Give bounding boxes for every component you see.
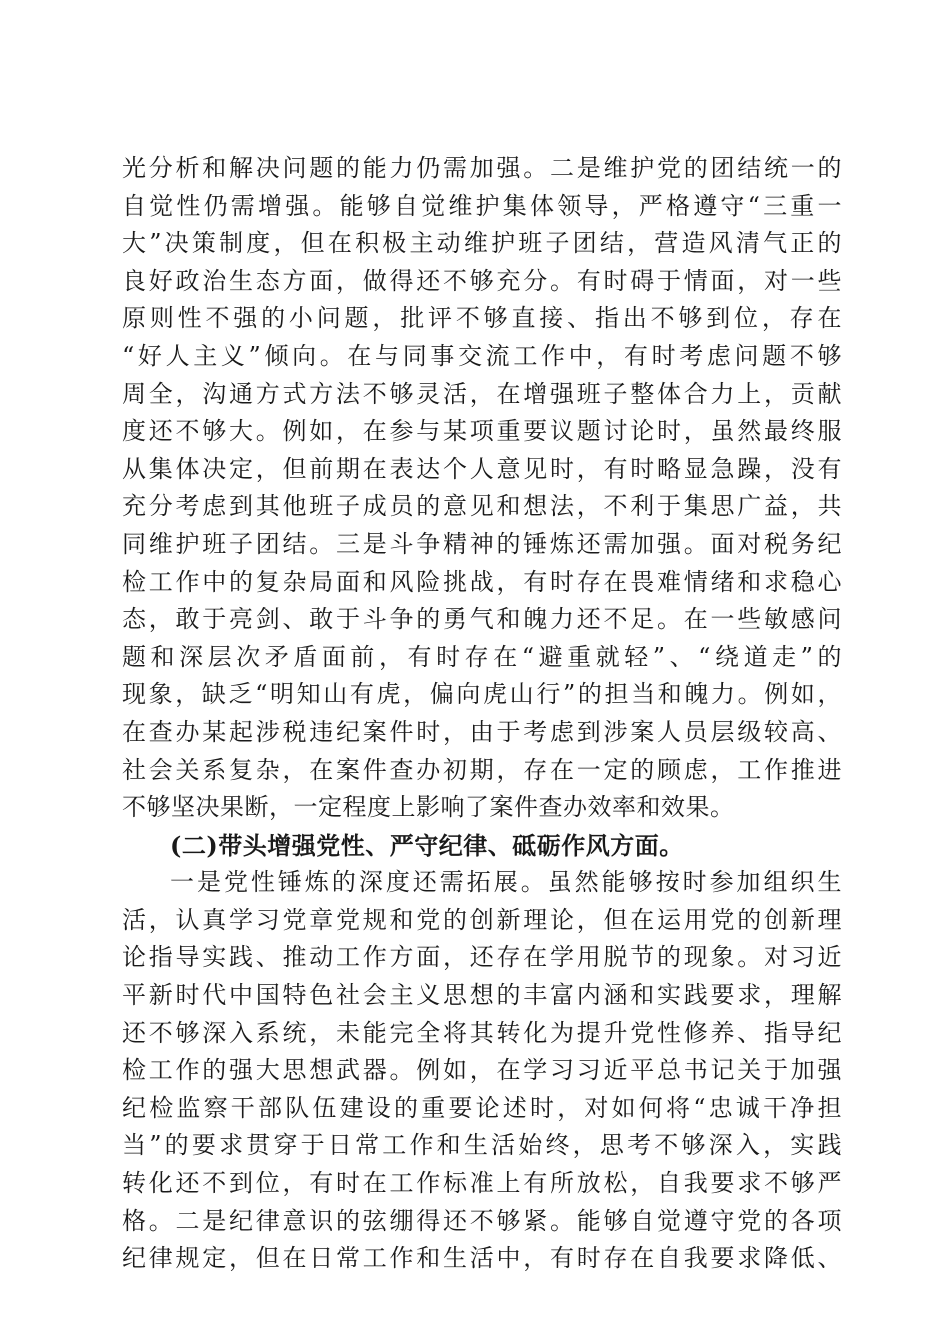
text-line: 自觉性仍需增强。能够自觉维护集体领导，严格遵守“三重一 [122, 191, 842, 220]
text-line: 当”的要求贯穿于日常工作和生活始终，思考不够深入，实践 [122, 1131, 842, 1160]
text-line: 不够坚决果断，一定程度上影响了案件查办效率和效果。 [122, 793, 735, 822]
body-text [122, 150, 842, 1278]
text-line: 还不够深入系统，未能完全将其转化为提升党性修养、指导纪 [122, 1018, 842, 1047]
text-line: 度还不够大。例如，在参与某项重要议题讨论时，虽然最终服 [122, 417, 842, 446]
text-line: 题和深层次矛盾面前，有时存在“避重就轻”、“绕道走”的 [122, 642, 842, 671]
text-line: 转化还不到位，有时在工作标准上有所放松，自我要求不够严 [122, 1169, 842, 1198]
text-line: 现象，缺乏“明知山有虎，偏向虎山行”的担当和魄力。例如， [122, 680, 842, 709]
section-heading: (二)带头增强党性、严守纪律、砥砺作风方面。 [170, 830, 684, 860]
text-line: 平新时代中国特色社会主义思想的丰富内涵和实践要求，理解 [122, 981, 842, 1010]
text-line: 社会关系复杂，在案件查办初期，存在一定的顾虑，工作推进 [122, 755, 842, 784]
text-line: 纪律规定，但在日常工作和生活中，有时存在自我要求降低、 [122, 1244, 842, 1273]
text-line: 光分析和解决问题的能力仍需加强。二是维护党的团结统一的 [122, 154, 842, 182]
text-line: 活，认真学习党章党规和党的创新理论，但在运用党的创新理 [122, 905, 842, 934]
text-line: 原则性不强的小问题，批评不够直接、指出不够到位，存在 [122, 304, 842, 333]
text-line: 大”决策制度，但在积极主动维护班子团结，营造风清气正的 [122, 229, 842, 258]
text-line: 态，敢于亮剑、敢于斗争的勇气和魄力还不足。在一些敏感问 [122, 605, 842, 634]
text-line: 格。二是纪律意识的弦绷得还不够紧。能够自觉遵守党的各项 [122, 1206, 842, 1235]
text-line: 检工作的强大思想武器。例如，在学习习近平总书记关于加强 [122, 1056, 842, 1085]
text-line: “好人主义”倾向。在与同事交流工作中，有时考虑问题不够 [122, 341, 842, 370]
text-line: 纪检监察干部队伍建设的重要论述时，对如何将“忠诚干净担 [122, 1093, 842, 1122]
text-line: 论指导实践、推动工作方面，还存在学用脱节的现象。对习近 [122, 943, 842, 972]
text-line: 良好政治生态方面，做得还不够充分。有时碍于情面，对一些 [122, 266, 842, 295]
text-line: 周全，沟通方式方法不够灵活，在增强班子整体合力上，贡献 [122, 379, 842, 408]
text-line: 同维护班子团结。三是斗争精神的锤炼还需加强。面对税务纪 [122, 529, 842, 558]
text-line: 在查办某起涉税违纪案件时，由于考虑到涉案人员层级较高、 [122, 717, 842, 746]
text-line: 一是党性锤炼的深度还需拓展。虽然能够按时参加组织生 [170, 868, 842, 897]
text-line: 检工作中的复杂局面和风险挑战，有时存在畏难情绪和求稳心 [122, 567, 842, 596]
text-line: 从集体决定，但前期在表达个人意见时，有时略显急躁，没有 [122, 454, 842, 483]
text-line: 充分考虑到其他班子成员的意见和想法，不利于集思广益，共 [122, 492, 842, 521]
